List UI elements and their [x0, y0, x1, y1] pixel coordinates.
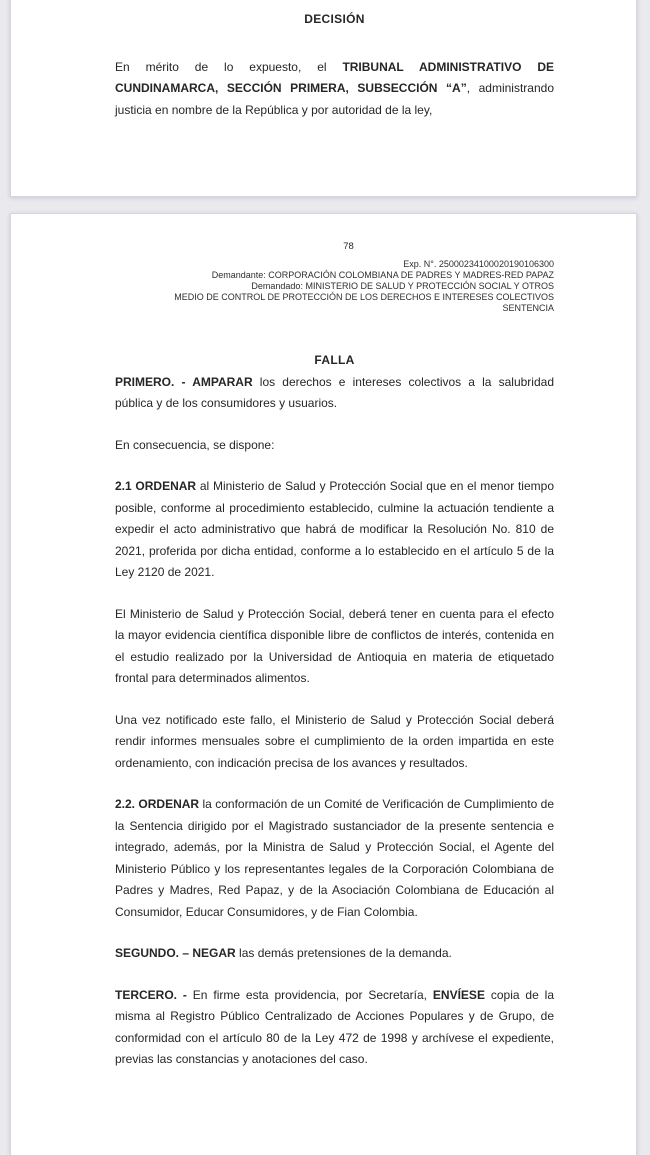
text-run: la conformación de un Comité de Verificación de Cumplimiento de la Sentencia dirigido por el Magistrado sustanciador de la presente sentencia e integrado, además, por la Ministra de Salud y Protección Social, el Agente del Ministerio Público y los representantes legales de la Corporación Colombiana de Padres y Madres, Red Papaz, y de la Asociación Colombiana de Educación al Consumidor, Educar Consumidores, y de Fian Colombia.	[115, 797, 554, 919]
page-number: 78	[343, 241, 354, 252]
text-run: al Ministerio de Salud y Protección Social que en el menor tiempo posible, conforme al procedimiento establecido, culmine la actuación tendiente a expedir el acto administrativo que habrá de modificar la Resolución No. 810 de 2021, proferida por dicha entidad, conforme a lo establecido en el artículo 5 de la Ley 2120 de 2021.	[115, 479, 554, 579]
section-heading-decision: DECISIÓN	[304, 12, 365, 26]
text-run: En mérito de lo expuesto, el	[115, 59, 343, 74]
case-header-line-sentencia: SENTENCIA	[502, 303, 554, 313]
case-header-line-demandante: Demandante: CORPORACIÓN COLOMBIANA DE PADRES Y MADRES-RED PAPAZ	[211, 270, 554, 280]
text-run: , administrando justicia en nombre de la República y por autoridad de la ley,	[115, 81, 554, 117]
text-run: los derechos e intereses colectivos a la salubridad pública y de los consumidores y usuarios.	[115, 374, 554, 410]
bold-text-run: PRIMERO. - AMPARAR	[115, 374, 253, 389]
ruling-paragraph-orden-2-1	[115, 476, 554, 584]
case-header-line-demandado: Demandado: MINISTERIO DE SALUD Y PROTECCIÓN SOCIAL Y OTROS	[251, 281, 554, 291]
bold-text-run: ENVÍESE	[432, 987, 485, 1002]
text-run: En consecuencia, se dispone:	[115, 437, 275, 452]
page-previous	[10, 0, 637, 197]
ruling-paragraph-evidencia	[115, 604, 554, 690]
case-header	[115, 259, 554, 314]
bold-text-run: 2.2. ORDENAR	[115, 797, 200, 811]
page-current	[10, 213, 637, 1155]
text-run: Una vez notificado este fallo, el Ministerio de Salud y Protección Social deberá rendir informes mensuales sobre el cumplimiento de la orden impartida en este ordenamiento, con indicación precisa de los avances y resultados.	[115, 712, 554, 770]
ruling-paragraph-tercero	[115, 985, 554, 1071]
bold-text-run: 2.1 ORDENAR	[115, 479, 197, 493]
ruling-body	[115, 372, 554, 1071]
ruling-paragraph-primero	[115, 372, 554, 415]
ruling-paragraph-segundo	[115, 943, 554, 965]
decision-paragraph	[115, 57, 554, 122]
bold-text-run: SEGUNDO. – NEGAR	[115, 946, 236, 960]
ruling-paragraph-consecuencia	[115, 435, 554, 457]
text-run: copia de la misma al Registro Público Centralizado de Acciones Populares y de Grupo, de conformidad con el artículo 80 de la Ley 472 de 1998 y archívese el expediente, previas las constancias y anotaciones del caso.	[115, 987, 555, 1066]
text-run: El Ministerio de Salud y Protección Social, deberá tener en cuenta para el efecto la mayor evidencia científica disponible libre de conflictos de interés, contenida en el estudio realizado por la Universidad de Antioquia en materia de etiquetado frontal para determinados alimentos.	[115, 606, 554, 685]
bold-text-run: TRIBUNAL ADMINISTRATIVO DE CUNDINAMARCA, SECCIÓN PRIMERA, SUBSECCIÓN “A”	[115, 59, 554, 95]
text-run: las demás pretensiones de la demanda.	[235, 946, 452, 960]
text-run: En firme esta providencia, por Secretaría,	[186, 987, 433, 1002]
bold-text-run: TERCERO. -	[115, 987, 187, 1002]
ruling-paragraph-informes	[115, 710, 554, 775]
ruling-paragraph-orden-2-2	[115, 794, 554, 923]
case-header-line-medio-de-control: MEDIO DE CONTROL DE PROTECCIÓN DE LOS DERECHOS E INTERESES COLECTIVOS	[174, 292, 554, 302]
section-heading-falla: FALLA	[314, 353, 355, 367]
case-header-line-expediente: Exp. N°. 25000234100020190106300	[403, 259, 554, 269]
